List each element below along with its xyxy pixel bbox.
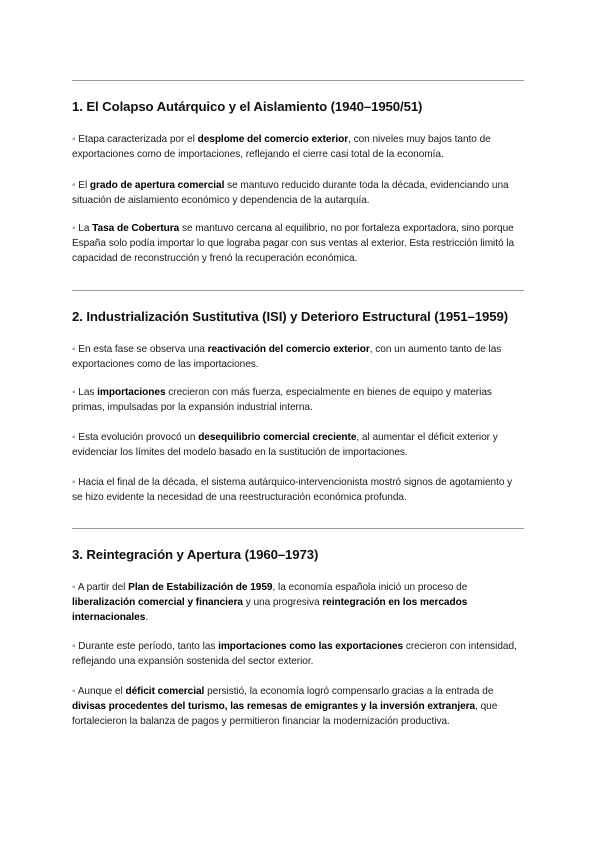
text-run: , al aumentar el déficit exterior y evidenciar los límites del modelo basado en la sustitución de importaciones. — [72, 432, 498, 459]
text-run: ◦ A partir del — [72, 582, 129, 593]
text-run: ◦ El — [72, 180, 90, 191]
bold-text: reactivación del comercio exterior — [207, 344, 370, 355]
section-3-paragraph-1 — [72, 580, 524, 626]
section-3-heading: 3. Reintegración y Apertura (1960–1973) — [72, 547, 319, 562]
bold-text: reintegración en los mercados internacionales — [72, 597, 468, 624]
text-run: ◦ Hacia el final de la década, el sistema autárquico-intervencionista mostró signos de agotamiento y se hizo evidente la necesidad de una reestructuración económica profunda. — [72, 477, 513, 504]
text-run: ◦ Las — [72, 387, 98, 398]
section-3-paragraph-2 — [72, 639, 524, 669]
text-run: crecieron con más fuerza, especialmente en bienes de equipo y materias primas, impulsadas por la expansión industrial interna. — [72, 387, 492, 414]
bold-text: liberalización comercial y financiera — [72, 597, 243, 609]
bold-text: importaciones como las exportaciones — [218, 641, 404, 652]
text-run: ◦ Esta evolución provocó un — [72, 432, 199, 443]
text-run: y una progresiva — [242, 597, 323, 609]
text-run: ◦ Durante este período, tanto las — [72, 641, 219, 652]
text-run: ◦ Etapa caracterizada por el — [72, 134, 198, 145]
text-run: se mantuvo reducido durante toda la década, evidenciando una situación de aislamiento económico y dependencia de la autarquía. — [72, 180, 509, 207]
bold-text: desequilibrio comercial creciente — [198, 432, 357, 443]
bold-text: importaciones — [97, 387, 166, 398]
divider — [72, 290, 524, 291]
section-2-paragraph-2 — [72, 385, 524, 415]
section-1-paragraph-2 — [72, 178, 524, 208]
text-run: ◦ En esta fase se observa una — [72, 344, 208, 355]
text-run: , la economía española inició un proceso de — [272, 582, 468, 593]
section-2-paragraph-4 — [72, 475, 524, 505]
text-run: , que fortalecieron la balanza de pagos y permitieron financiar la modernización productiva. — [72, 701, 498, 728]
bold-text: desplome del comercio exterior — [197, 134, 349, 145]
divider — [72, 80, 524, 81]
bold-text: Tasa de Cobertura — [92, 223, 180, 234]
text-run: ◦ La — [72, 223, 93, 234]
text-run: crecieron con intensidad, reflejando una expansión sostenida del sector exterior. — [72, 641, 517, 668]
section-2-paragraph-3 — [72, 430, 524, 460]
divider — [72, 528, 524, 529]
text-run: se mantuvo cercana al equilibrio, no por fortaleza exportadora, sino porque España solo podía importar lo que lograba pagar con sus ventas al exterior. Esta restricción limitó la capacidad de reconstrucción y frenó la recuperación económica. — [72, 223, 515, 265]
section-1-paragraph-3 — [72, 221, 524, 267]
bold-text: déficit comercial — [125, 686, 205, 697]
bold-text: Plan de Estabilización de 1959 — [128, 582, 273, 593]
bold-text: grado de apertura comercial — [89, 180, 225, 191]
text-run: . — [145, 612, 149, 624]
section-1-heading: 1. El Colapso Autárquico y el Aislamiento (1940–1950/51) — [72, 99, 423, 114]
text-run: persistió, la economía logró compensarlo gracias a la entrada de — [204, 686, 494, 697]
section-1-paragraph-1 — [72, 132, 524, 162]
bold-text: divisas procedentes del turismo, las remesas de emigrantes y la inversión extranjera — [72, 701, 476, 713]
text-run: ◦ Aunque el — [72, 686, 126, 697]
text-run: , con niveles muy bajos tanto de exportaciones como de importaciones, reflejando el cierre casi total de la economía. — [72, 134, 491, 161]
section-2-heading: 2. Industrialización Sustitutiva (ISI) y Deterioro Estructural (1951–1959) — [72, 309, 508, 324]
section-2-paragraph-1 — [72, 342, 524, 372]
text-run: , con un aumento tanto de las exportaciones como de las importaciones. — [72, 344, 502, 371]
section-3-paragraph-3 — [72, 684, 524, 730]
